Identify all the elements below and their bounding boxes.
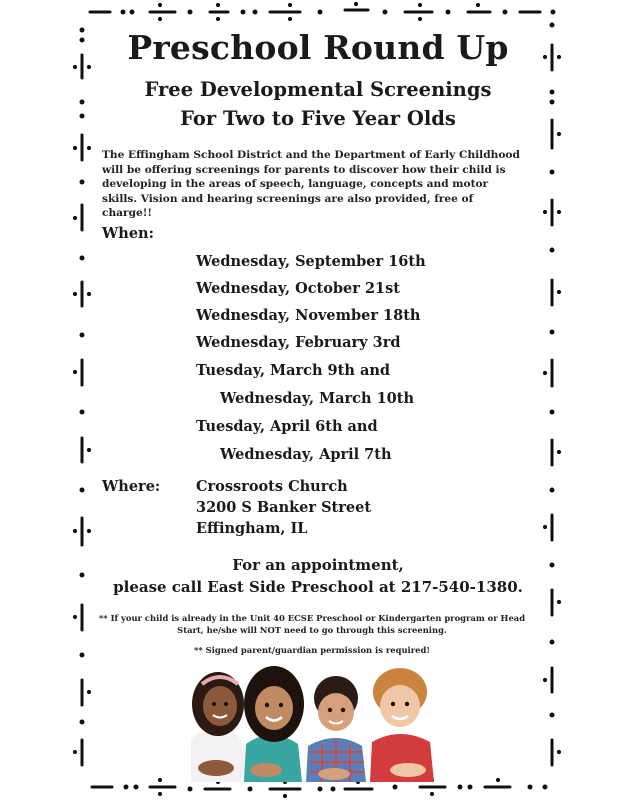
date-item: Tuesday, April 6th and bbox=[196, 418, 378, 435]
date-item: Wednesday, September 16th bbox=[196, 253, 426, 270]
child-figure bbox=[306, 676, 366, 782]
appointment-line-2: please call East Side Preschool at 217-540-1380. bbox=[113, 578, 523, 596]
location-name: Crossroots Church bbox=[196, 478, 348, 495]
children-photo bbox=[186, 660, 452, 782]
child-figure bbox=[244, 666, 304, 782]
date-item: Wednesday, March 10th bbox=[220, 390, 414, 407]
location-street: 3200 S Banker Street bbox=[196, 499, 372, 516]
date-item: Wednesday, November 18th bbox=[196, 307, 421, 324]
subtitle-line-2: For Two to Five Year Olds bbox=[180, 107, 456, 130]
date-item: Wednesday, February 3rd bbox=[196, 334, 401, 351]
where-label: Where: bbox=[102, 478, 161, 495]
note-program-exemption: ** If your child is already in the Unit 40 ECSE Preschool or Kindergarten program or Head Start, he/she will NOT need to go through this screening. bbox=[98, 613, 526, 635]
subtitle-line-1: Free Developmental Screenings bbox=[144, 78, 492, 101]
date-item: Wednesday, October 21st bbox=[196, 280, 400, 297]
location-city: Effingham, IL bbox=[196, 520, 308, 537]
child-figure bbox=[370, 668, 434, 782]
child-figure bbox=[191, 672, 246, 782]
flyer-title: Preschool Round Up bbox=[127, 28, 509, 67]
intro-paragraph: The Effingham School District and the Department of Early Childhood will be offering screenings for parents to discover how their child is developing in the areas of speech, language, concepts and motor skills. Vision and hearing screenings are also provided, free of charge!! bbox=[102, 149, 520, 220]
note-permission: ** Signed parent/guardian permission is required! bbox=[193, 645, 431, 655]
appointment-line-1: For an appointment, bbox=[232, 556, 404, 574]
date-item: Wednesday, April 7th bbox=[220, 446, 392, 463]
when-label: When: bbox=[102, 225, 154, 242]
date-item: Tuesday, March 9th and bbox=[196, 362, 391, 379]
